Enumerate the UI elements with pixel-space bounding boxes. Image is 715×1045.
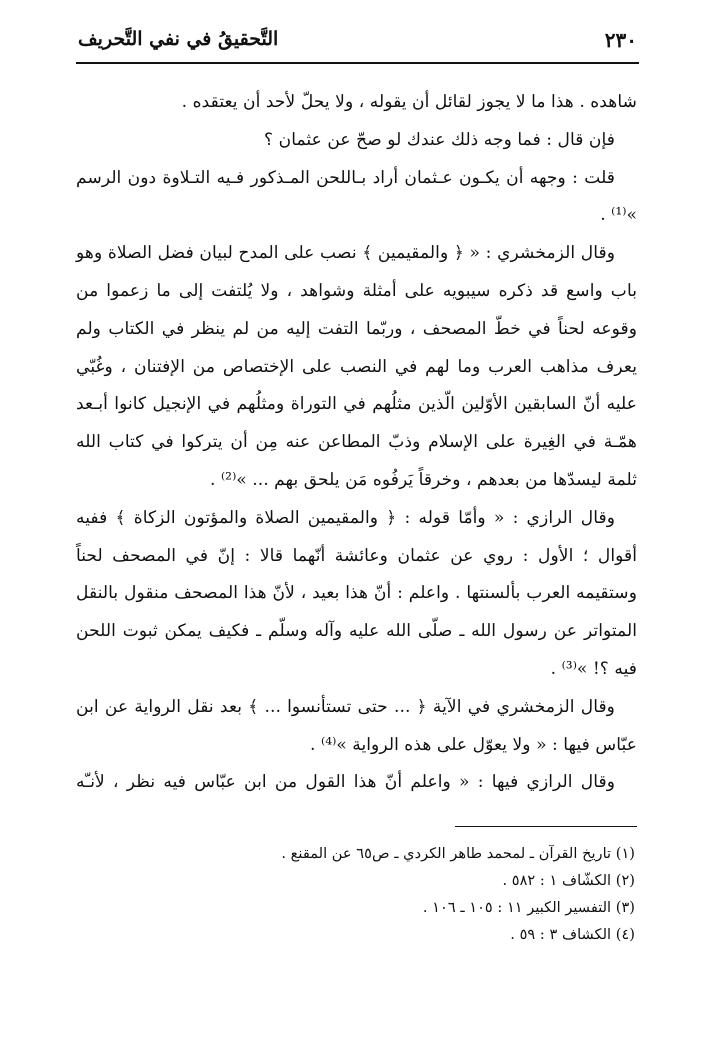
paragraph-7: وقال الرازي فيها : « واعلم أنّ هذا القول من ابن عبّاس فيه نظر ، لأنـّه	[76, 772, 615, 793]
paragraph-6: وقال الزمخشري في الآية ﴿ ... حتى تستأنسوا ... ﴾ بعد نقل الرواية عن ابن عبّاس فيها : « ولا يعوّل على هذه الرواية »⁽⁴⁾ .	[76, 696, 637, 755]
paragraph-3: قلت : وجهه أن يكـون عـثمان أراد بـاللحن المـذكور فـيه التـلاوة دون الرسم »⁽¹⁾ .	[76, 167, 637, 226]
footnote-rule	[455, 826, 637, 827]
footnotes	[80, 840, 635, 948]
page-number: ٢٣٠	[604, 28, 637, 52]
footnote-3: (٣) التفسير الكبير ١١ : ١٠٥ ـ ١٠٦ .	[422, 899, 635, 916]
footnote-1: (١) تاريخ القرآن ـ لمحمد طاهر الكردي ـ ص٦٥ عن المقنع .	[281, 845, 635, 862]
paragraph-4: وقال الزمخشري : « ﴿ والمقيمين ﴾ نصب على المدح لبيان فضل الصلاة وهو باب واسع قد ذكره سيبويه على أمثلة وشواهد ، ولا يُلتفت إلى ما زعموا من وقوعه لحناً في خطّ المصحف ، وربّما التفت إليه من لم ينظر في الكتاب ولم يعرف مذاهب العرب وما لهم في النصب على الإختصاص من الإفتنان ، وغُبّي عليه أنّ السابقين الأوّلين الّذين مثلُهم في التوراة ومثلُهم في الإنجيل كانوا أبـعد همّـة في الغِيرة على الإسلام وذبّ المطاعن عنه مِن أن يتركوا في كتاب الله ثلمة ليسدّها من بعدهم ، وخرقاً يَرفُوه مَن يلحق بهم ... »⁽²⁾ .	[76, 243, 637, 490]
footnote-2: (٢) الكشّاف ١ : ٥٨٢ .	[502, 872, 635, 889]
page-header	[78, 22, 637, 62]
paragraph-2: فإن قال : فما وجه ذلك عندك لو صحّ عن عثمان ؟	[264, 129, 615, 150]
footnote-4: (٤) الكشاف ٣ : ٥٩ .	[510, 926, 635, 943]
body-text	[76, 84, 637, 802]
running-title: التَّحقيقُ في نفي التَّحريف	[78, 28, 279, 50]
paragraph-1: شاهده . هذا ما لا يجوز لقائل أن يقوله ، ولا يحلّ لأحد أن يعتقده .	[181, 92, 637, 112]
header-rule	[76, 62, 639, 64]
paragraph-5: وقال الرازي : « وأمّا قوله : ﴿ والمقيمين الصلاة والمؤتون الزكاة ﴾ ففيه أقوال ؛ الأول : روي عن عثمان وعائشة أنّهما قالا : إنّ في المصحف لحناً وستقيمه العرب بألسنتها . واعلم : أنّ هذا بعيد ، لأنّ هذا المصحف منقول بالنقل المتواتر عن رسول الله ـ صلّى الله عليه وآله وسلّم ـ فكيف يمكن ثبوت اللحن فيه ؟! »⁽³⁾ .	[76, 507, 637, 679]
